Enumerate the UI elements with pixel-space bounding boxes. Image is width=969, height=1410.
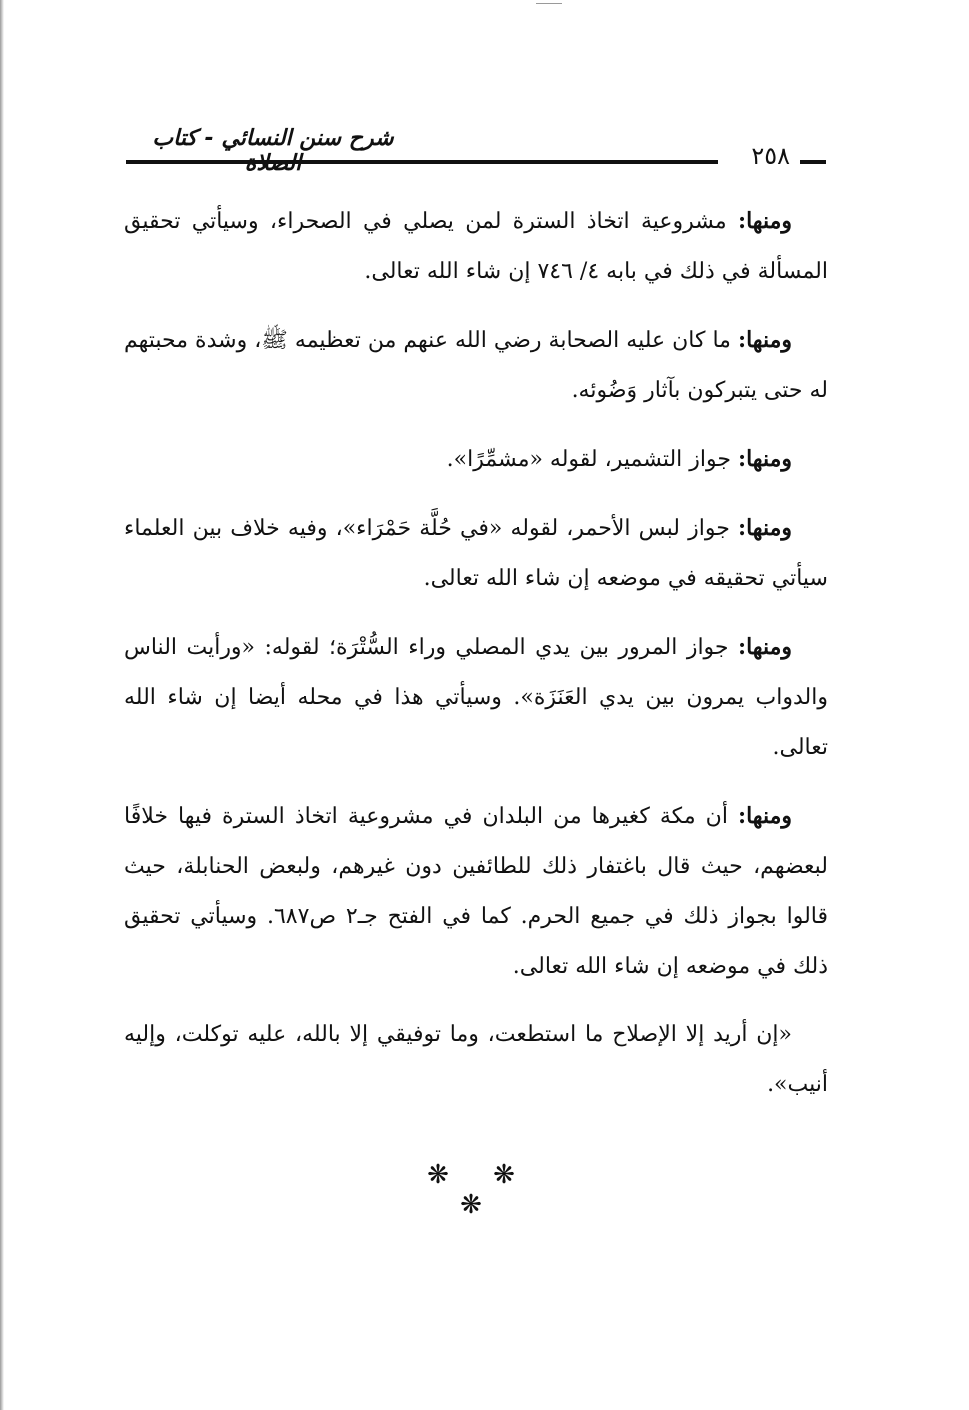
paragraph-text: جواز لبس الأحمر، لقوله «في حُلَّة حَمْرَاء»، وفيه خلاف بين العلماء سيأتي تحقيقه في موضعه إن شاء الله تعالى. <box>124 516 828 591</box>
paragraph-text: أن مكة كغيرها من البلدان في مشروعية اتخاذ السترة فيها خلافًا لبعضهم، حيث قال باغتفار ذلك للطائفين دون غيرهم، ولبعض الحنابلة، حيث قالوا بجواز ذلك في جميع الحرم. كما في الفتح جـ٢ ص٦٨٧. وسيأتي تحقيق ذلك في موضعه إن شاء الله تعالى. <box>124 804 829 979</box>
paragraph-lead: ومنها: <box>737 634 792 660</box>
paragraph <box>124 196 828 297</box>
section-separator: ❋ ❋ ❋ <box>427 1160 533 1220</box>
page-number: ٢٥٨ <box>751 142 790 170</box>
page-header <box>126 120 826 180</box>
paragraph-text: ما كان عليه الصحابة رضي الله عنهم من تعظيمه ﷺ، وشدة محبتهم له حتى يتبركون بآثار وَضُوئه. <box>124 328 828 403</box>
paragraph-lead: ومنها: <box>737 327 792 353</box>
paragraph-text: مشروعية اتخاذ السترة لمن يصلي في الصحراء، وسيأتي تحقيق المسألة في ذلك في بابه ٤/ ٧٤٦ إن شاء الله تعالى. <box>124 209 828 284</box>
running-title: شرح سنن النسائي - كتاب <box>152 126 394 151</box>
page-body <box>124 196 828 1110</box>
paragraph-lead: ومنها: <box>737 208 792 234</box>
paragraph <box>124 791 828 992</box>
paragraph-text: جواز التشمير، لقوله «مشمِّرًا». <box>446 447 738 472</box>
closing-quote: «إن أريد إلا الإصلاح ما استطعت، وما توفيقي إلا بالله، عليه توكلت، وإليه أنيب». <box>124 1022 828 1097</box>
page-edge-shadow <box>0 0 4 1410</box>
top-mark <box>536 3 562 4</box>
page-number-dash <box>800 160 826 164</box>
paragraph-lead: ومنها: <box>737 446 792 472</box>
paragraph <box>124 315 828 416</box>
header-rule <box>126 160 718 164</box>
paragraph <box>124 503 828 604</box>
paragraph-lead: ومنها: <box>737 515 792 541</box>
paragraph-lead: ومنها: <box>737 803 792 829</box>
paragraph <box>124 434 828 485</box>
paragraph <box>124 622 828 773</box>
paragraph-text: جواز المرور بين يدي المصلي وراء السُّتْرَة؛ لقوله: «ورأيت الناس والدواب يمرون بين يدي العَنَزَة». وسيأتي هذا في محله أيضا إن شاء الله تعالى. <box>124 635 828 760</box>
